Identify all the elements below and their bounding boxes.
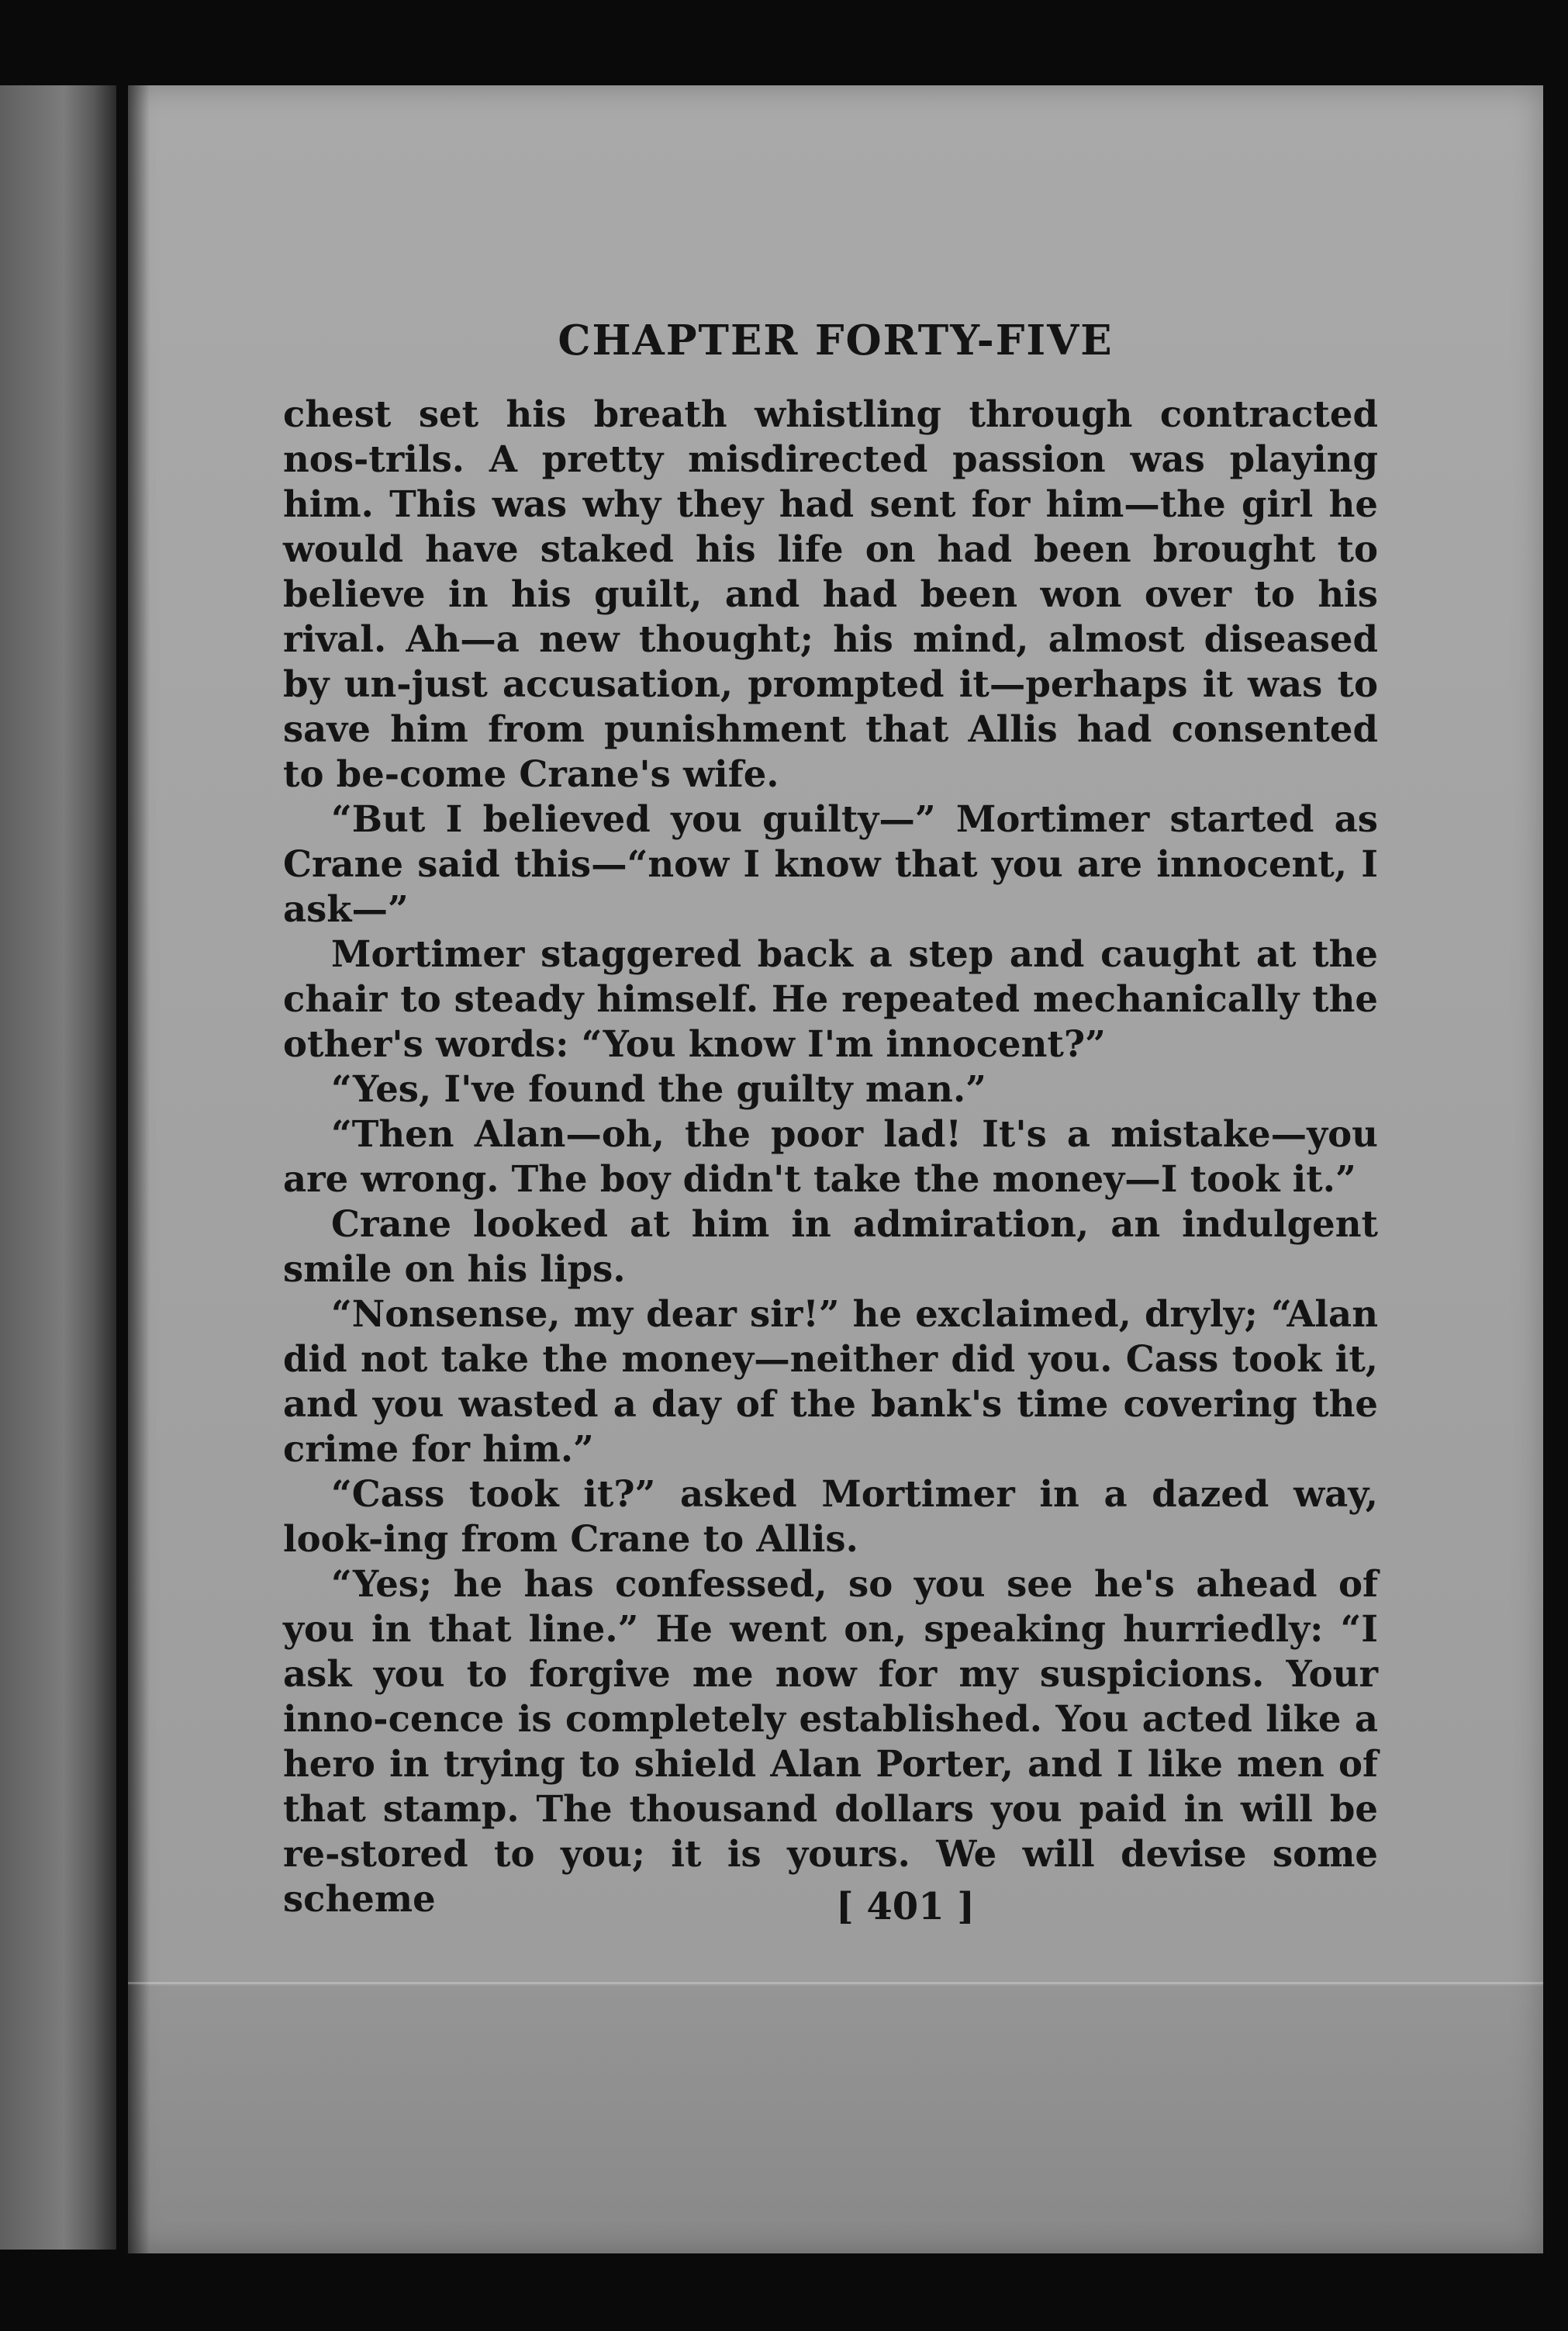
- paragraph: Mortimer staggered back a step and caught at the chair to steady himself. He repeated mechanically the other's words: “You know I'm innocent?”: [283, 932, 1378, 1065]
- previous-page-edge: [0, 85, 116, 2250]
- page-number: [ 401 ]: [835, 1885, 976, 1928]
- paragraph: “Cass took it?” asked Mortimer in a dazed way, look-ing from Crane to Allis.: [283, 1472, 1378, 1560]
- book-page: [128, 85, 1543, 2253]
- paragraph: Crane looked at him in admiration, an indulgent smile on his lips.: [283, 1202, 1378, 1290]
- page-lower-area: [128, 1986, 1543, 2253]
- paragraph: “Yes, I've found the guilty man.”: [331, 1067, 986, 1110]
- paragraph: “Nonsense, my dear sir!” he exclaimed, dryly; “Alan did not take the money—neither did you. Cass took it, and you wasted a day of the bank's time covering the crime for him.”: [283, 1292, 1378, 1470]
- page-fold-line: [128, 1982, 1543, 1984]
- paragraph: “But I believed you guilty—” Mortimer started as Crane said this—“now I know that you are innocent, I ask—”: [283, 797, 1378, 930]
- body-text: [283, 392, 1378, 1921]
- paragraph: “Then Alan—oh, the poor lad! It's a mistake—you are wrong. The boy didn't take the money—I took it.”: [283, 1112, 1378, 1200]
- paragraph: chest set his breath whistling through contracted nos-trils. A pretty misdirected passion was playing him. This was why they had sent for him—the girl he would have staked his life on had been brought to believe in his guilt, and had been won over to his rival. Ah—a new thought; his mind, almost diseased by un-just accusation, prompted it—perhaps it was to save him from punishment that Allis had consented to be-come Crane's wife.: [283, 393, 1378, 795]
- chapter-heading: CHAPTER FORTY-FIVE: [558, 316, 1114, 365]
- paragraph: “Yes; he has confessed, so you see he's ahead of you in that line.” He went on, speaking hurriedly: “I ask you to forgive me now for my suspicions. Your inno-cence is completely established. You acted like a hero in trying to shield Alan Porter, and I like men of that stamp. The thousand dollars you paid in will be re-stored to you; it is yours. We will devise some scheme: [283, 1562, 1378, 1920]
